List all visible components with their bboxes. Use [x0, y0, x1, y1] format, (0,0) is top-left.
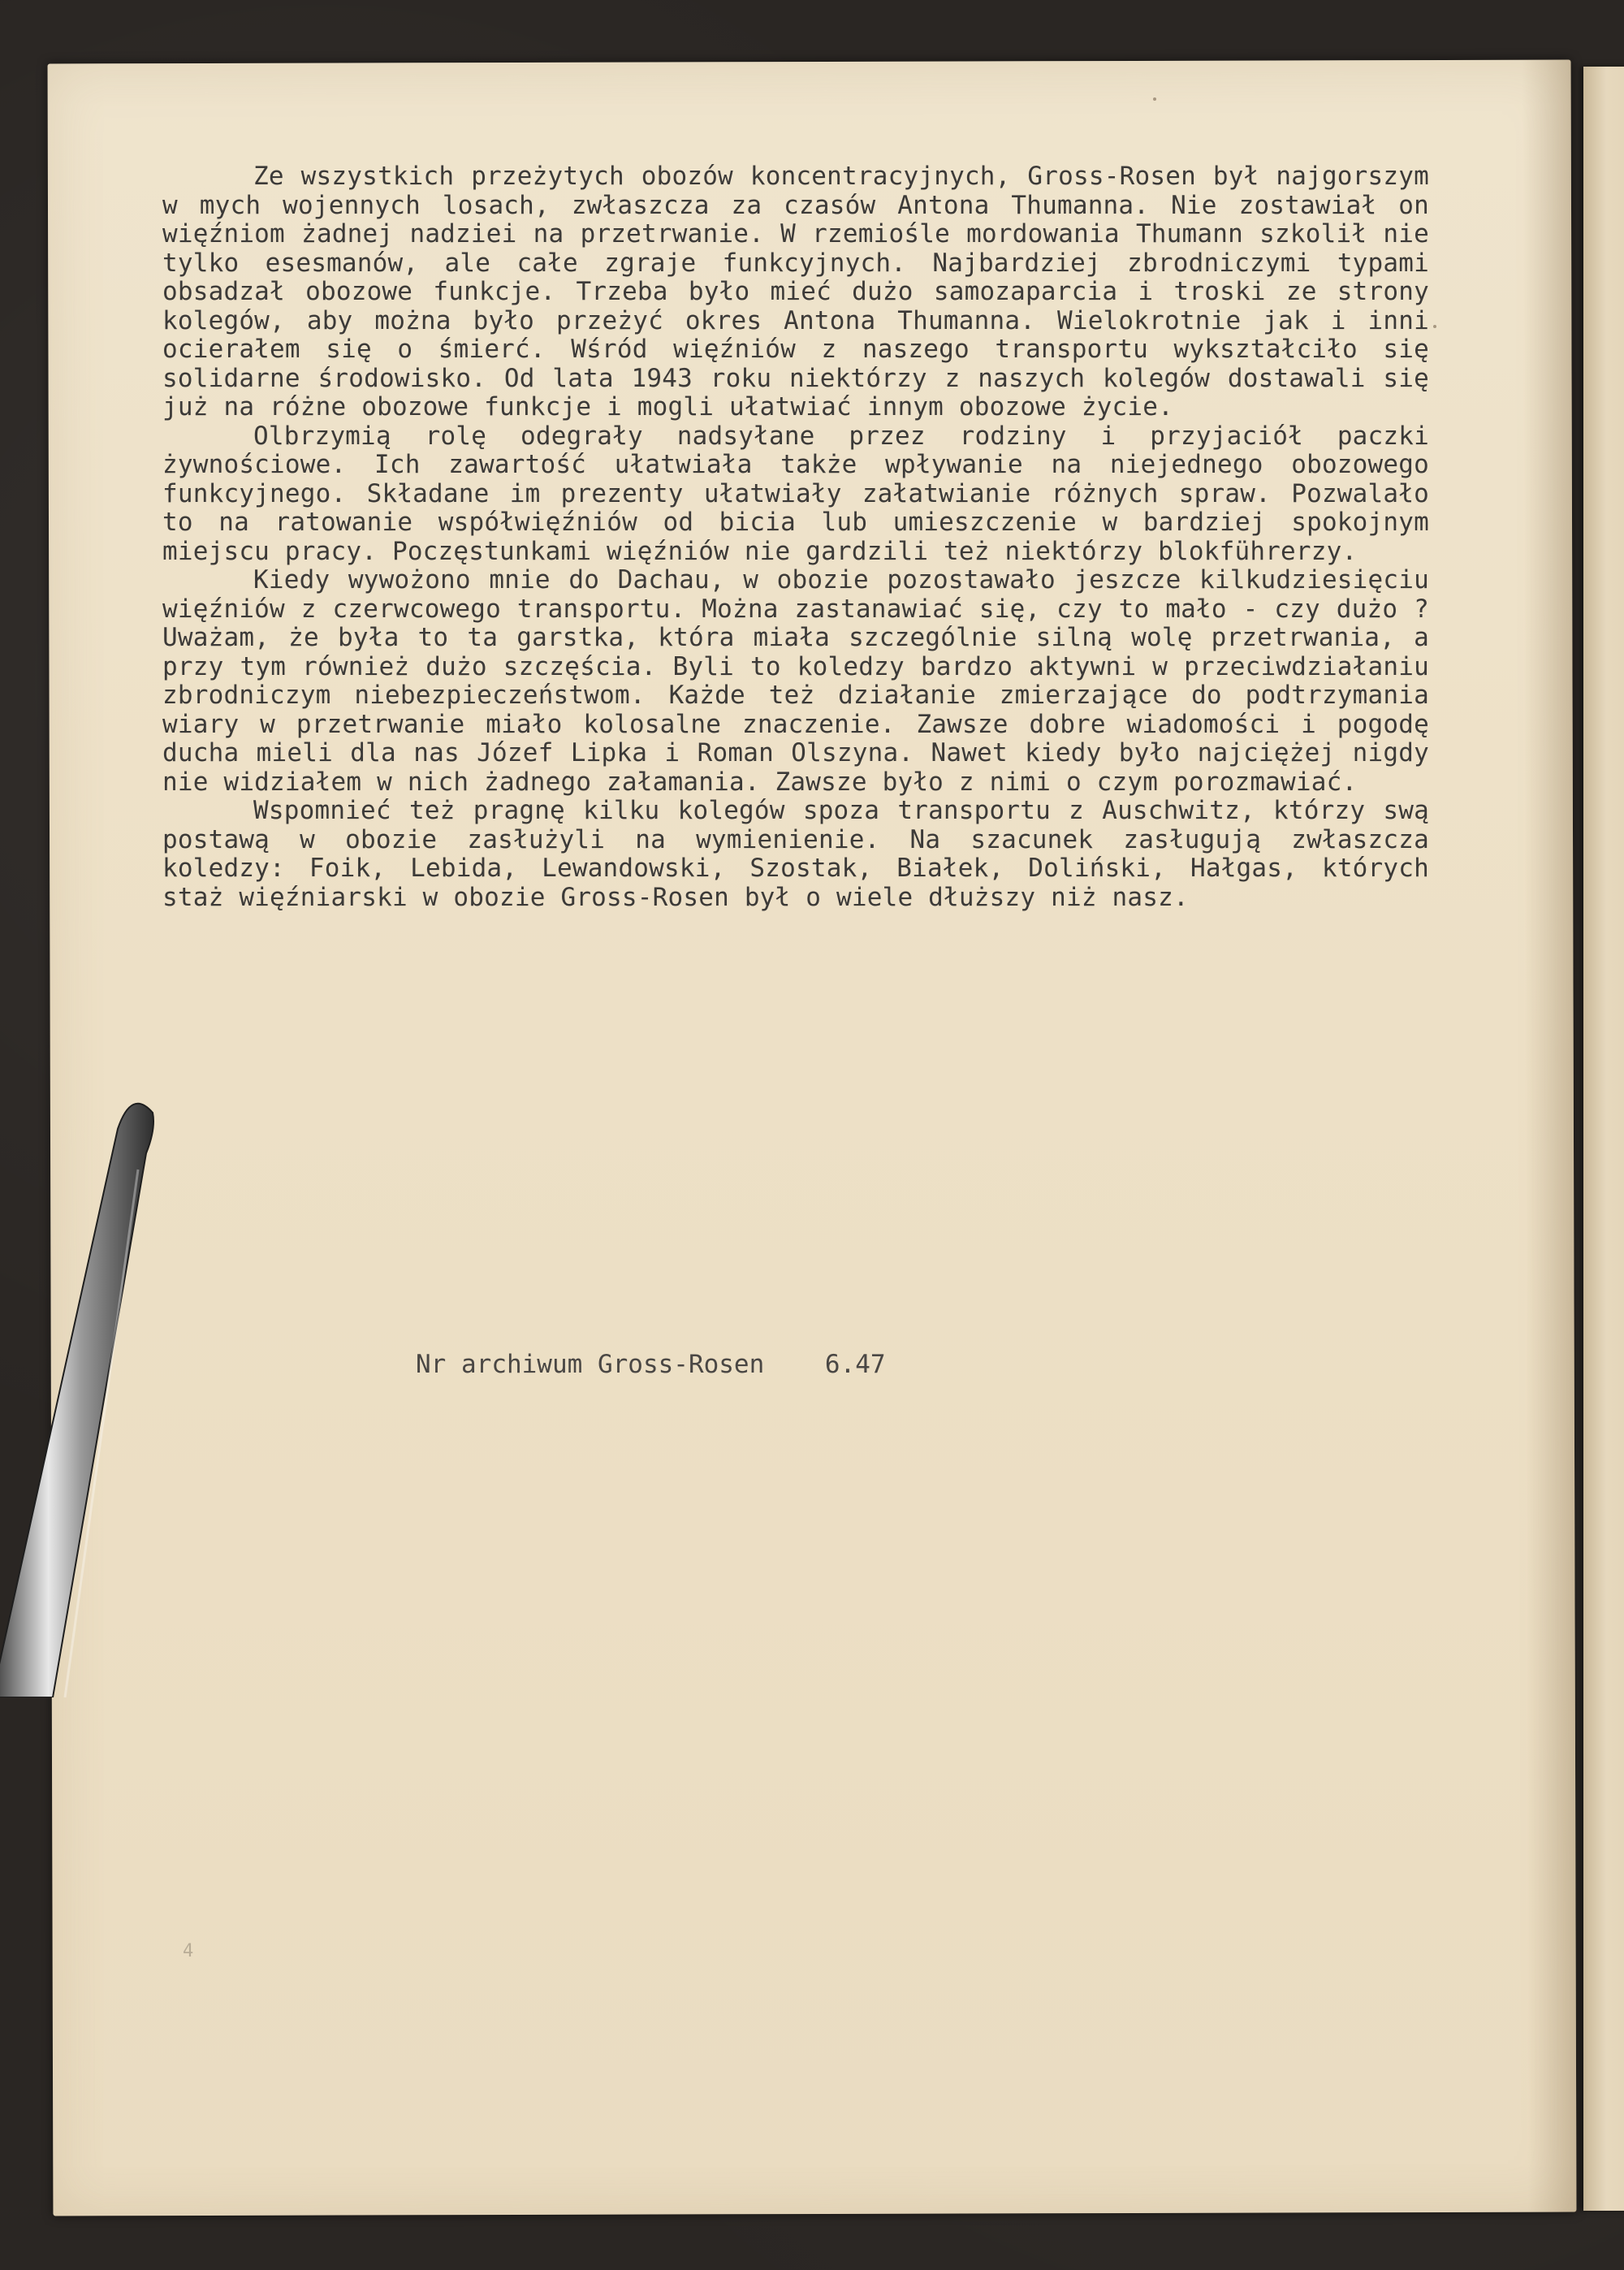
paragraph-3: Kiedy wywożono mnie do Dachau, w obozie pozostawało jeszcze kilkudziesięciu więźniów z czerwcowego transportu. Można zastanawiać się, czy to mało - czy dużo ? Uważam, że była to ta garstka, która miała szczególnie silną wolę przetrwania, a przy tym również dużo szczęścia. Byli to koledzy bardzo aktywni w przeciwdziałaniu zbrodniczym niebezpieczeństwom. Każde też działanie zmierzające do podtrzymania wiary w przetrwanie miało kolosalne znaczenie. Zawsze dobre wiadomości i pogodę ducha mieli dla nas Józef Lipka i Roman Olszyna. Nawet kiedy było najciężej nigdy nie widziałem w nich żadnego załamania. Zawsze było z nimi o czym porozmawiać.	[162, 565, 1429, 797]
archive-spacer	[764, 1350, 825, 1379]
paragraph-4: Wspomnieć też pragnę kilku kolegów spoza transportu z Auschwitz, którzy swą postawą w obozie zasłużyli na wymienienie. Na szacunek zasługują zwłaszcza koledzy: Foik, Lebida, Lewandowski, Szostak, Białek, Doliński, Hałgas, których staż więźniarski w obozie Gross-Rosen był o wiele dłuższy niż nasz.	[162, 796, 1429, 912]
archive-number: 6.47	[824, 1350, 886, 1379]
faint-page-mark: 4	[183, 1941, 194, 1961]
paragraph-1: Ze wszystkich przeżytych obozów koncentracyjnych, Gross-Rosen był najgorszym w mych wojennych losach, zwłaszcza za czasów Antona Thumanna. Nie zostawiał on więźniom żadnej nadziei na przetrwanie. W rzemiośle mordowania Thumann szkolił nie tylko esesmanów, ale całe zgraje funkcyjnych. Najbardziej zbrodniczymi typami obsadzał obozowe funkcje. Trzeba było mieć dużo samozaparcia i troski ze strony kolegów, aby można było przeżyć okres Antona Thumanna. Wielokrotnie jak i inni ocierałem się o śmierć. Wśród więźniów z naszego transportu wykształciło się solidarne środowisko. Od lata 1943 roku niektórzy z naszych kolegów dostawali się już na różne obozowe funkcje i mogli ułatwiać innym obozowe życie.	[162, 162, 1429, 422]
adjacent-page-edge	[1583, 67, 1624, 2211]
archive-label: Nr archiwum Gross-Rosen	[416, 1350, 765, 1379]
paper-speck	[1153, 97, 1156, 101]
paper-speck	[1433, 325, 1436, 328]
page-spine-shadow	[1522, 60, 1577, 2212]
paragraph-2: Olbrzymią rolę odegrały nadsyłane przez rodziny i przyjaciół paczki żywnościowe. Ich zawartość ułatwiała także wpływanie na niejednego obozowego funkcyjnego. Składane im prezenty ułatwiały załatwianie różnych spraw. Pozwalało to na ratowanie współwięźniów od bicia lub umieszczenie w bardziej spokojnym miejscu pracy. Poczęstunkami więźniów nie gardzili też niektórzy blokführerzy.	[162, 421, 1429, 566]
paper-speck	[120, 1122, 123, 1126]
document-body	[162, 162, 1429, 912]
archive-reference	[416, 1350, 886, 1379]
